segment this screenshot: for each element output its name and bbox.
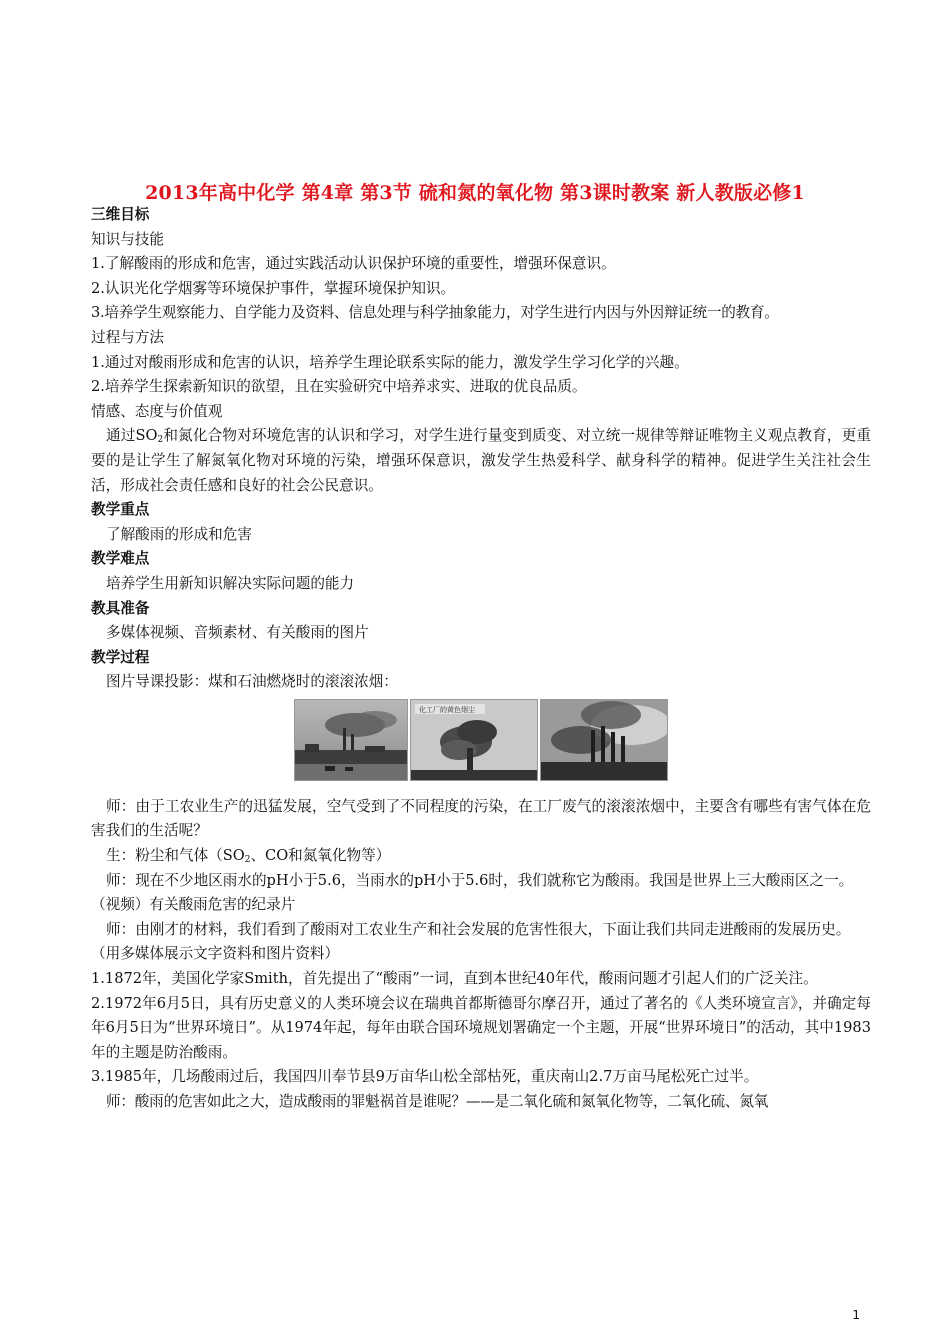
- dialogue-paragraph: （视频）有关酸雨危害的纪录片: [91, 896, 296, 914]
- dialogue-paragraph: 生：粉尘和气体（$SO_2$、CO和氮氧化物等）: [106, 847, 391, 866]
- dialogue-paragraph: 师：由刚才的材料，我们看到了酸雨对工农业生产和社会发展的危害性很大，下面让我们共同走进酸雨的发展历史。: [106, 920, 851, 938]
- smoke-photos: [91, 699, 871, 781]
- page-number: 1: [852, 1308, 860, 1322]
- dialogue-paragraph: 师：由于工农业生产的迅猛发展，空气受到了不同程度的污染，在工厂废气的滚滚浓烟中，主要含有哪些有害气体在危害我们的生活呢？: [91, 797, 871, 840]
- emotion-paragraph: 通过$SO_2$和氮化合物对环境危害的认识和学习，对学生进行量变到质变、对立统一规律等辩证唯物主义观点教育，更重要的是让学生了解氮氧化物对环境的污染，增强环保意识，激发学生热爱科学、献身科学的精神。促进学生关注社会生活，形成社会责任感和良好的社会公民意识。: [91, 427, 871, 494]
- knowledge-item: 1.了解酸雨的形成和危害，通过实践活动认识保护环境的重要性，增强环保意识。: [91, 255, 616, 273]
- dialogue-paragraph: （用多媒体展示文字资料和图片资料）: [91, 945, 340, 963]
- process2-heading: 教学过程: [91, 648, 150, 666]
- process-heading: 过程与方法: [91, 328, 164, 346]
- key-heading: 教学重点: [91, 501, 150, 519]
- document-title: 2013年高中化学 第4章 第3节 硫和氮的氧化物 第3课时教案 新人教版必修1: [145, 182, 805, 204]
- photo-caption: 化工厂的黄色烟尘: [419, 705, 475, 714]
- knowledge-item: 2.认识光化学烟雾等环境保护事件，掌握环境保护知识。: [91, 279, 456, 297]
- difficulty-heading: 教学难点: [91, 550, 150, 568]
- emotion-heading: 情感、态度与价值观: [91, 402, 223, 420]
- process-item: 2.培养学生探索新知识的欲望，且在实验研究中培养求实、进取的优良品质。: [91, 378, 587, 396]
- factory-smoke-photo-1: [294, 699, 408, 781]
- key-text: 了解酸雨的形成和危害: [106, 525, 252, 543]
- dialogue-paragraph: 师：现在不少地区雨水的pH小于5.6，当雨水的pH小于5.6时，我们就称它为酸雨。我国是世界上三大酸雨区之一。: [106, 871, 854, 889]
- goals-heading: 三维目标: [91, 206, 150, 223]
- history-item: 3.1985年，几场酸雨过后，我国四川奉节县9万亩华山松全部枯死，重庆南山2.7万亩马尾松死亡过半。: [91, 1068, 759, 1086]
- dialogue-paragraph: 师：酸雨的危害如此之大，造成酸雨的罪魁祸首是谁呢？——是二氧化硫和氮氧化物等，二氧化硫、氮氧: [106, 1093, 769, 1110]
- history-item: 2.1972年6月5日，具有历史意义的人类环境会议在瑞典首都斯德哥尔摩召开，通过了著名的《人类环境宣言》，并确定每年6月5日为“世界环境日”。从1974年起，每年由联合国环境规划署确定一个主题，开展“世界环境日”的活动，其中1983年的主题是防治酸雨。: [91, 994, 871, 1061]
- difficulty-text: 培养学生用新知识解决实际问题的能力: [106, 574, 355, 592]
- intro-text: 图片导课投影：煤和石油燃烧时的滚滚浓烟：: [106, 673, 398, 691]
- tools-heading: 教具准备: [91, 599, 150, 617]
- process-item: 1.通过对酸雨形成和危害的认识，培养学生理论联系实际的能力，激发学生学习化学的兴趣。: [91, 353, 689, 371]
- factory-smoke-photo-2: [410, 699, 538, 781]
- knowledge-item: 3.培养学生观察能力、自学能力及资料、信息处理与科学抽象能力，对学生进行内因与外因辩证统一的教育。: [91, 304, 779, 322]
- knowledge-heading: 知识与技能: [91, 230, 164, 248]
- history-item: 1.1872年，美国化学家Smith，首先提出了“酸雨”一词，直到本世纪40年代，酸雨问题才引起人们的广泛关注。: [91, 970, 818, 988]
- tools-text: 多媒体视频、音频素材、有关酸雨的图片: [106, 624, 369, 642]
- document-body: [91, 203, 871, 1115]
- factory-smoke-photo-3: [540, 699, 668, 781]
